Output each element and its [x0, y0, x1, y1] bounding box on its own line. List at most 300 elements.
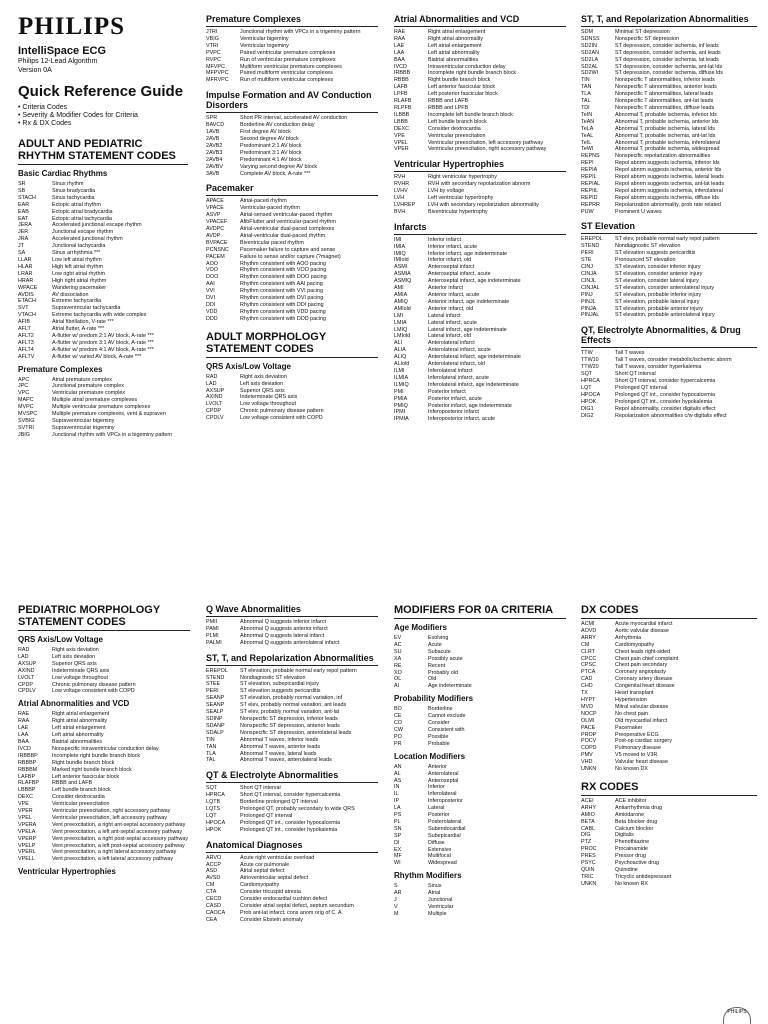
code-abbreviation: VPE	[394, 132, 405, 139]
code-row	[581, 278, 757, 285]
code-description: Rhythm consistent with VOO pacing	[240, 267, 327, 274]
code-abbreviation: PROC	[581, 846, 597, 853]
code-description: Old myocardial infarct	[615, 717, 668, 724]
code-row	[581, 292, 757, 299]
code-row	[394, 375, 566, 382]
code-row	[18, 229, 188, 236]
code-description: Incomplete left bundle branch block	[428, 111, 513, 118]
code-row	[394, 84, 566, 91]
code-abbreviation: AN	[394, 763, 402, 770]
code-description: Inferoposterior infarct, acute	[428, 416, 496, 423]
code-description: Procainamide	[615, 846, 648, 853]
code-description: Anterior infarct, acute	[428, 292, 480, 298]
code-abbreviation: ACCP	[206, 861, 221, 868]
code-row	[206, 212, 378, 219]
code-row	[394, 354, 566, 361]
code-row	[394, 389, 566, 396]
code-row	[394, 140, 566, 147]
code-description: Prolonged QT int., consider hypokalemia	[240, 826, 338, 833]
code-abbreviation: LMIQ	[394, 326, 408, 333]
code-abbreviation: ASMI	[394, 264, 408, 271]
code-description: Antiarrhythmia drug	[615, 804, 663, 811]
code-description: Predominant 3:1 AV block	[240, 149, 302, 156]
code-description: Lateral infarct, acute	[428, 319, 477, 326]
code-description: Sinus tachycardia	[52, 194, 95, 201]
code-abbreviation: ACMI	[581, 621, 595, 627]
code-abbreviation: AFLTV	[18, 353, 35, 360]
code-description: Abnormal T, probable ischemia, ant-lat lds	[615, 132, 716, 139]
code-description: Nonspecific ST depression, anterior leads	[240, 722, 340, 729]
code-row	[206, 415, 378, 422]
code-row	[206, 36, 378, 43]
code-abbreviation: MVPC	[18, 404, 34, 411]
code-abbreviation: DDI	[206, 302, 216, 308]
code-abbreviation: RLAFB	[394, 98, 412, 105]
code-abbreviation: VPER	[18, 808, 33, 815]
code-row	[206, 408, 378, 415]
code-abbreviation: AOVD	[581, 627, 597, 634]
code-abbreviation: CE	[394, 713, 402, 720]
code-row	[18, 181, 188, 188]
code-abbreviation: PMII	[206, 619, 218, 625]
code-row	[18, 347, 188, 354]
code-description: Old	[428, 676, 437, 683]
code-description: Left axis deviation	[240, 380, 284, 387]
code-row	[18, 236, 188, 243]
code-row	[581, 662, 757, 669]
code-abbreviation: STACH	[18, 194, 36, 201]
code-description: Low voltage consistent with COPD	[52, 688, 135, 695]
code-row	[394, 278, 566, 285]
code-row	[206, 302, 378, 309]
code-abbreviation: PCNSNC	[206, 246, 229, 253]
code-description: Congenital heart disease	[615, 683, 675, 690]
code-description: Coronary angioplasty	[615, 669, 666, 676]
code-abbreviation: LVH	[394, 195, 405, 202]
code-row	[394, 292, 566, 299]
code-description: Abnormal T waves, inferior leads	[240, 736, 319, 743]
code-description: Anterolateral infarct, old	[428, 361, 485, 368]
code-abbreviation: CW	[394, 726, 403, 733]
code-abbreviation: TTW	[581, 350, 593, 357]
code-abbreviation: SB	[18, 187, 26, 194]
code-abbreviation: CABL	[581, 825, 596, 832]
code-description: Chronic pulmonary disease pattern	[240, 408, 324, 415]
code-description: A-flutter w/ predom 4:1 AV block, A-rate ***	[52, 346, 154, 353]
code-abbreviation: CPDP	[18, 681, 33, 688]
code-row	[581, 77, 757, 84]
code-description: Vent preexcitation, a left post-septal accessory pathway	[52, 842, 185, 849]
code-description: Repolarization abnormality, prob rate related	[615, 201, 721, 208]
code-abbreviation: SDM	[581, 29, 593, 35]
code-row	[581, 312, 757, 319]
code-abbreviation: SPR	[206, 115, 218, 122]
code-description: Multifocal	[428, 853, 451, 860]
code-row	[18, 425, 188, 432]
code-description: Junctional	[428, 897, 453, 904]
code-abbreviation: DEXC	[18, 794, 33, 801]
product-name: IntelliSpace ECG	[18, 45, 107, 57]
code-row	[18, 739, 190, 746]
code-abbreviation: VPACEF	[206, 219, 228, 226]
section-title: ST Elevation	[581, 221, 636, 232]
code-abbreviation: JBIG	[18, 431, 30, 438]
code-description: Ventricular preexcitation, right accessory pathway	[52, 808, 171, 815]
code-description: Age indeterminate	[428, 683, 472, 690]
code-abbreviation: HYPT	[581, 696, 596, 703]
code-abbreviation: XO	[394, 669, 402, 676]
code-row	[581, 299, 757, 306]
code-row	[206, 164, 378, 171]
code-description: Cannot exclude	[428, 713, 466, 720]
code-description: Short QT interval	[240, 785, 281, 792]
code-row	[18, 753, 190, 760]
code-abbreviation: AVDP	[206, 232, 221, 239]
code-abbreviation: PACE	[581, 724, 596, 731]
code-abbreviation: 2AVB4	[206, 156, 223, 163]
code-abbreviation: RAD	[18, 647, 30, 653]
code-description: Nonspecific T abnormalities, ant-lat leads	[615, 98, 714, 105]
code-abbreviation: APC	[18, 376, 30, 383]
section-rule	[206, 665, 378, 666]
code-abbreviation: MFPVPC	[206, 70, 229, 77]
code-row	[18, 250, 188, 257]
code-list-infarcts	[394, 237, 566, 423]
code-description: Atrial-paced rhythm	[240, 198, 287, 205]
code-abbreviation: SN	[394, 825, 402, 832]
code-description: Ventricular premature complex	[52, 390, 126, 397]
code-description: No known RX	[615, 880, 648, 887]
code-row	[206, 702, 378, 709]
code-row	[18, 718, 190, 725]
code-row	[18, 326, 188, 333]
code-abbreviation: SEALP	[206, 709, 224, 716]
code-description: RBBB and LPFB	[428, 104, 469, 111]
code-list-atrial-abnormalities	[394, 29, 566, 153]
code-abbreviation: TIN	[581, 77, 590, 84]
code-row	[581, 84, 757, 91]
code-description: Abnormal T, probable ischemia, inferolateral	[615, 139, 721, 146]
code-description: Run of ventricular premature complexes	[240, 56, 336, 63]
code-row	[206, 394, 378, 401]
subsection-title: Age Modifiers	[394, 623, 447, 632]
column-3-bottom	[394, 604, 566, 1024]
code-abbreviation: LMIA	[394, 319, 407, 326]
code-row	[581, 91, 757, 98]
code-row	[206, 785, 378, 792]
code-abbreviation: TAL	[206, 757, 216, 764]
code-abbreviation: CEA	[206, 916, 218, 923]
code-description: LVH by voltage	[428, 188, 465, 195]
code-abbreviation: SEANP	[206, 702, 225, 709]
code-row	[394, 50, 566, 57]
code-description: Supraventricular tachycardia	[52, 305, 121, 312]
code-abbreviation: RBBBP	[18, 759, 37, 766]
code-row	[206, 70, 378, 77]
code-row	[206, 261, 378, 268]
code-abbreviation: LAFB	[394, 84, 408, 91]
code-abbreviation: DDD	[206, 315, 218, 322]
code-row	[581, 264, 757, 271]
code-description: ST elevation, probable lateral injury	[615, 298, 700, 305]
section-rule	[206, 112, 378, 113]
code-abbreviation: DEXC	[394, 125, 409, 132]
code-abbreviation: ALIQ	[394, 354, 407, 361]
code-row	[394, 764, 566, 771]
section-title-dx-codes: DX CODES	[581, 604, 639, 616]
code-description: Anterior infarct	[428, 285, 464, 292]
code-description: Superior QRS axis	[52, 660, 97, 667]
code-abbreviation: LVOLT	[206, 401, 223, 408]
code-description: Consider dextrocardia	[52, 794, 105, 801]
code-abbreviation: VPERA	[18, 821, 37, 828]
code-row	[18, 760, 190, 767]
code-row	[394, 720, 566, 727]
code-list-premature-complexes-2	[206, 29, 378, 84]
code-abbreviation: IN	[394, 784, 400, 791]
code-description: Vent preexcitation, a right lateral accessory pathway	[52, 849, 177, 856]
code-description: Anterolateral infarct, acute	[428, 347, 491, 354]
code-description: Supraventricular trigeminy	[52, 424, 115, 431]
code-row	[206, 737, 378, 744]
code-list-pediatric-qrs-axis	[18, 647, 190, 695]
code-row	[581, 628, 757, 635]
code-description: ST elevation, probable anterior injury	[615, 305, 703, 312]
code-description: Nonspecific ST depression, anterolateral leads	[240, 729, 352, 736]
code-description: Left atrial enlargement	[52, 725, 106, 732]
code-abbreviation: AOO	[206, 260, 218, 267]
code-description: ST elevation, consider anterior injury	[615, 271, 703, 277]
code-description: Ventricular preexcitation, left accessory pathway	[52, 814, 168, 821]
code-abbreviation: JER	[18, 229, 29, 236]
code-description: Coronary artery disease	[615, 676, 673, 683]
code-row	[581, 250, 757, 257]
code-description: Rhythm consistent with VVI pacing	[240, 288, 323, 295]
code-row	[18, 815, 190, 822]
code-description: Nonspecific repolarization abnormalities	[615, 153, 711, 160]
code-description: Abnormal T, probable ischemia, lateral lds	[615, 125, 715, 132]
code-abbreviation: CM	[206, 882, 215, 889]
code-description: Inferior infarct, old	[428, 257, 472, 264]
code-row	[581, 725, 757, 732]
section-rule	[581, 233, 757, 234]
code-row	[394, 188, 566, 195]
code-row	[18, 668, 190, 675]
code-abbreviation: CLRT	[581, 648, 595, 655]
code-description: Biventricular hypertrophy	[428, 208, 488, 215]
code-abbreviation: HPOCA	[581, 391, 601, 398]
code-abbreviation: ALI	[394, 340, 403, 347]
code-abbreviation: TeWI	[581, 146, 594, 153]
section-title-adult-rhythm: ADULT AND PEDIATRIC RHYTHM STATEMENT CODES	[18, 138, 176, 162]
code-abbreviation: AMIold	[394, 305, 411, 312]
code-description: Ventricular preexcitation	[428, 132, 486, 139]
code-abbreviation: IRBBB	[394, 70, 411, 77]
code-row	[18, 836, 190, 843]
code-abbreviation: VPELA	[18, 828, 36, 835]
code-row	[394, 320, 566, 327]
code-description: ST elevation, consider lateral injury	[615, 277, 699, 284]
section-title: ST, T, and Repolarization Abnormalities	[206, 652, 374, 663]
code-abbreviation: CINJAL	[581, 284, 600, 291]
code-row	[581, 105, 757, 112]
code-row	[206, 723, 378, 730]
code-abbreviation: VPEL	[18, 814, 32, 821]
code-row	[206, 633, 378, 640]
code-abbreviation: COPD	[581, 745, 597, 752]
code-description: Lateral infarct, age indeterminate	[428, 326, 507, 333]
code-row	[18, 243, 188, 250]
code-abbreviation: JERA	[18, 222, 32, 229]
code-description: Repol abnrm suggests ischemia, lateral leads	[615, 174, 724, 181]
code-row	[206, 198, 378, 205]
code-abbreviation: VPERP	[18, 835, 37, 842]
code-row	[581, 181, 757, 188]
code-description: Left bundle branch block	[428, 118, 487, 125]
section-rule	[394, 234, 566, 235]
code-description: Rhythm consistent with AAI pacing	[240, 281, 323, 288]
code-row	[581, 683, 757, 690]
code-list-dx	[581, 621, 757, 773]
code-description: Ventricular trigeminy	[240, 42, 289, 49]
code-abbreviation: SD2LA	[581, 56, 599, 63]
code-row	[18, 711, 190, 718]
code-abbreviation: TAL	[581, 98, 591, 105]
code-description: Tricyclic antidepressant	[615, 873, 672, 880]
code-description: Rhythm consistent with DDD pacing	[240, 315, 326, 322]
code-row	[18, 377, 188, 384]
code-row	[394, 333, 566, 340]
code-row	[581, 43, 757, 50]
code-row	[581, 697, 757, 704]
code-row	[206, 751, 378, 758]
code-row	[18, 333, 188, 340]
code-abbreviation: ALIA	[394, 347, 406, 354]
section-rule	[18, 630, 190, 631]
code-description: Inferolateral	[428, 791, 457, 798]
code-description: Predominant 4:1 AV block	[240, 156, 302, 163]
code-row	[581, 174, 757, 181]
code-abbreviation: RAE	[18, 711, 30, 718]
code-row	[18, 432, 188, 439]
code-abbreviation: CINJA	[581, 271, 597, 277]
code-abbreviation: VVI	[206, 288, 215, 295]
code-row	[206, 233, 378, 240]
code-abbreviation: LVHV	[394, 188, 408, 195]
code-abbreviation: SP	[394, 832, 402, 839]
code-description: Pronounced ST elevation	[615, 257, 676, 264]
code-row	[394, 409, 566, 416]
code-abbreviation: HLAR	[18, 263, 33, 270]
code-row	[581, 846, 757, 853]
section-rule	[206, 616, 378, 617]
code-abbreviation: PO	[394, 733, 402, 740]
code-row	[394, 77, 566, 84]
code-description: Multiform ventricular premature complexes	[240, 63, 342, 70]
code-description: Extreme tachycardia with wide complex	[52, 312, 147, 319]
code-description: ST elev, probably normal variation, ant leads	[240, 702, 347, 709]
code-description: ST elevation, probable inferior injury	[615, 291, 702, 298]
code-row	[18, 843, 190, 850]
code-abbreviation: ACEI	[581, 797, 594, 804]
section-rule	[206, 782, 378, 783]
code-row	[394, 340, 566, 347]
code-description: Left ventricular hypertrophy	[428, 195, 494, 202]
code-row	[206, 716, 378, 723]
code-row	[206, 50, 378, 57]
code-description: Minimal ST depression	[615, 29, 670, 35]
code-abbreviation: HPOK	[206, 826, 222, 833]
code-description: Abnormal T, probable ischemia, anterior lds	[615, 118, 719, 125]
code-description: Ventricular preexcitation, left accessory pathway	[428, 139, 544, 146]
code-description: Sinus bradycardia	[52, 187, 96, 194]
code-row	[206, 730, 378, 737]
section-title: QT & Electrolyte Abnormalities	[206, 770, 339, 781]
code-list-rhythm-modifiers	[394, 883, 566, 918]
code-abbreviation: HPOK	[581, 398, 597, 405]
code-description: Chest leads right-sided	[615, 648, 671, 655]
section-rule	[206, 852, 378, 853]
code-row	[394, 209, 566, 216]
bullet-item: • Rx & DX Codes	[18, 120, 72, 127]
code-abbreviation: TeIL	[581, 139, 592, 146]
code-abbreviation: HPOCA	[206, 819, 226, 826]
code-abbreviation: AMI	[394, 285, 404, 292]
code-description: Junctional rhythm with VPCs in a trigeminy pattern	[240, 29, 361, 35]
code-description: Junctional tachycardia	[52, 243, 106, 250]
code-abbreviation: PINJ	[581, 291, 593, 298]
code-row	[581, 188, 757, 195]
section-title-modifiers: MODIFIERS FOR 0A CRITERIA	[394, 604, 554, 616]
code-description: Left bundle branch block	[52, 787, 111, 794]
code-row	[581, 378, 757, 385]
code-description: Pacemaker	[615, 724, 643, 731]
code-description: Anterior infarct, age indeterminate	[428, 298, 510, 305]
code-description: Abnormal Q suggests anterior infarct	[240, 625, 328, 632]
code-abbreviation: PINJL	[581, 298, 596, 305]
code-abbreviation: CPDP	[206, 408, 221, 415]
code-description: Quinidine	[615, 867, 638, 873]
code-description: Right ventricular hypertrophy	[428, 174, 497, 181]
subsection-title: Premature Complexes	[18, 364, 103, 374]
code-row	[18, 404, 188, 411]
code-description: Nondiagnostic ST elevation	[615, 243, 681, 250]
code-description: Right bundle branch block	[428, 77, 491, 84]
code-row	[18, 654, 190, 661]
code-abbreviation: RBBBM	[18, 766, 38, 773]
code-description: Abnormal T, probable ischemia, widespread	[615, 146, 720, 153]
code-row	[18, 682, 190, 689]
code-abbreviation: TAN	[581, 84, 592, 91]
code-abbreviation: LAA	[18, 732, 29, 739]
code-abbreviation: PUW	[581, 208, 594, 215]
code-description: Left atrial abnormality	[428, 49, 480, 56]
code-row	[581, 140, 757, 147]
code-row	[394, 126, 566, 133]
code-description: Junctional rhythm with VPCs in a bigeminy pattern	[52, 431, 173, 438]
code-description: Junctional escape rhythm	[52, 229, 114, 236]
code-description: Incomplete right bundle branch block	[428, 70, 517, 77]
code-row	[206, 675, 378, 682]
code-description: Posterior infarct, acute	[428, 395, 482, 402]
code-abbreviation: SQT	[581, 371, 593, 378]
code-row	[206, 171, 378, 178]
code-row	[581, 732, 757, 739]
code-abbreviation: VOO	[206, 267, 218, 274]
code-row	[394, 112, 566, 119]
code-row	[394, 133, 566, 140]
code-row	[206, 640, 378, 647]
